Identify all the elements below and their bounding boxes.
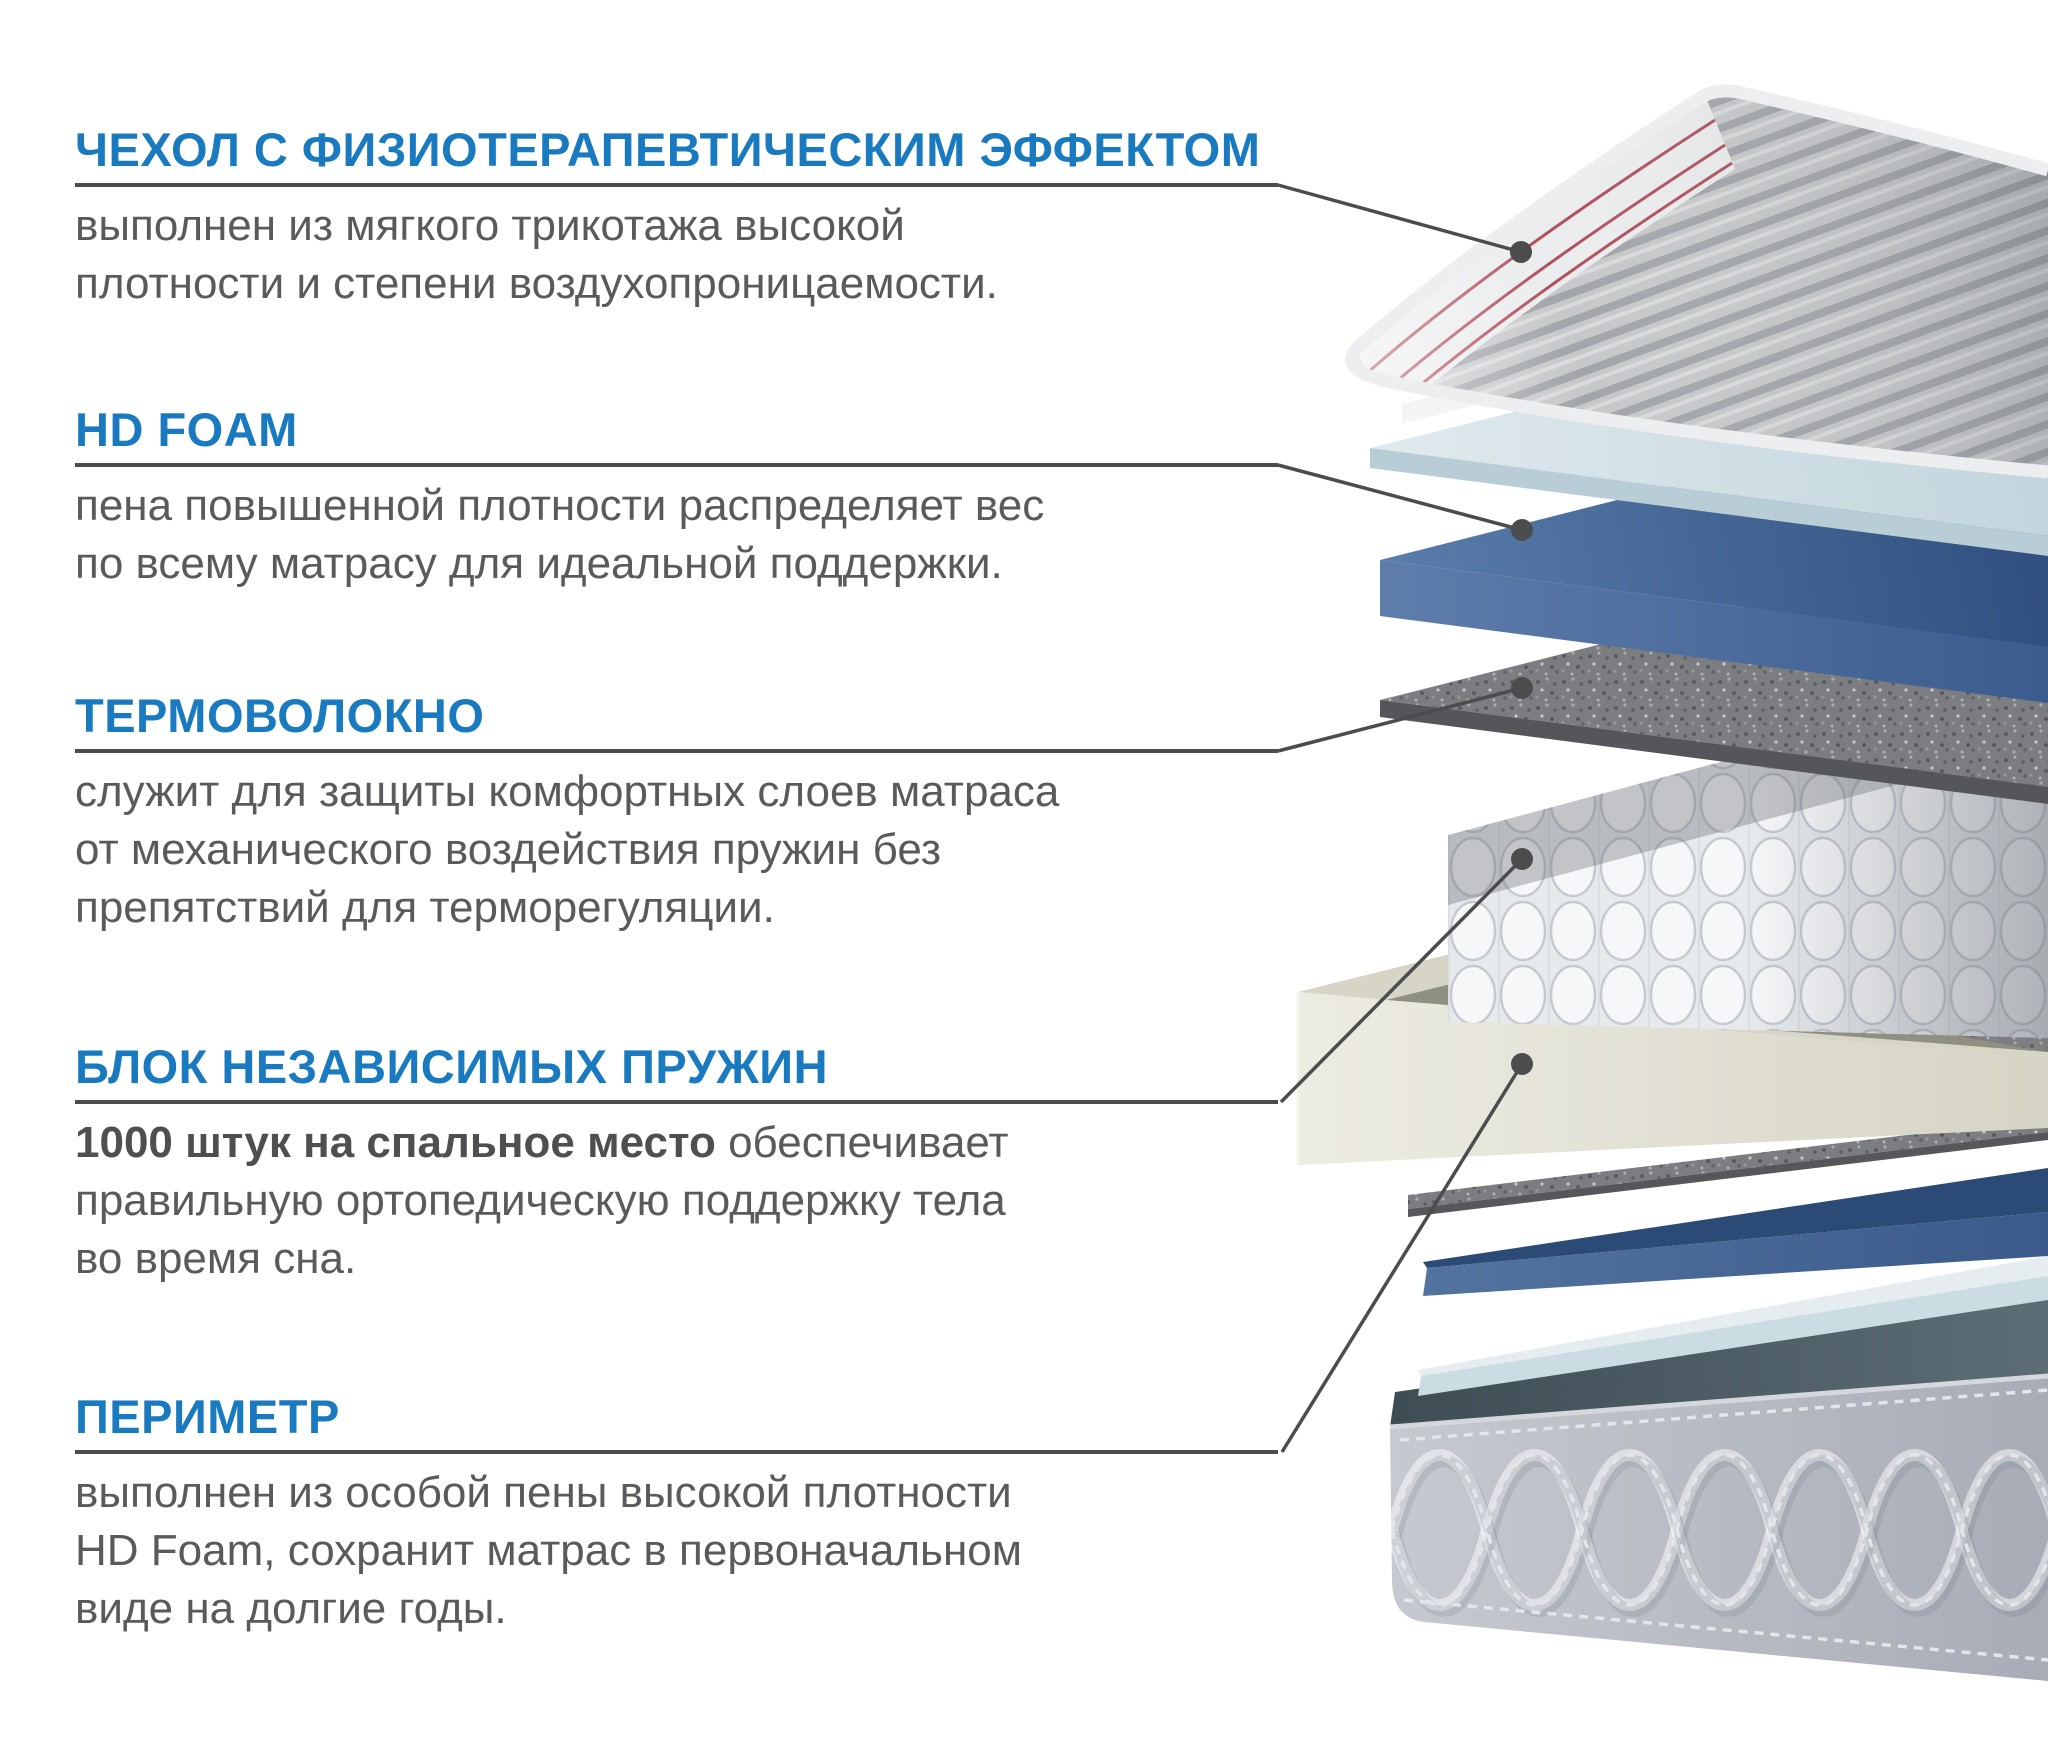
body-line: выполнен из мягкого трикотажа высокой [75,201,905,250]
marker-dot-perimeter [1511,1053,1533,1075]
section-cover-body [75,197,1278,313]
marker-dot-cover [1510,241,1532,263]
body-line: препятствий для терморегуляции. [75,883,775,932]
section-hd-foam-heading: HD FOAM [75,403,298,456]
body-line: правильную ортопедическую поддержку тела [75,1176,1006,1225]
body-line: от механического воздействия пружин без [75,825,942,874]
body-line: пена повышенной плотности распределяет вес [75,481,1045,530]
body-line: виде на долгие годы. [75,1584,507,1633]
body-line: HD Foam, сохранит матрас в первоначальном [75,1526,1022,1575]
section-thermo-fiber-heading: ТЕРМОВОЛОКНО [75,689,485,742]
section-spring-block [75,1040,1278,1288]
heading-underline [75,1450,1278,1454]
section-perimeter [75,1390,1278,1638]
body-line: 1000 штук на спальное место обеспечивает [75,1118,1009,1167]
heading-underline [75,463,1278,467]
section-perimeter-heading: ПЕРИМЕТР [75,1390,340,1443]
heading-underline [75,749,1278,753]
section-spring-block-heading: БЛОК НЕЗАВИСИМЫХ ПРУЖИН [75,1040,829,1093]
body-line: во время сна. [75,1234,357,1283]
section-hd-foam-body [75,477,1278,593]
marker-dot-thermo-fiber [1511,677,1533,699]
leader-line-cover [1278,185,1521,252]
section-hd-foam [75,403,1278,593]
section-thermo-fiber-body [75,763,1278,937]
body-line: по всему матрасу для идеальной поддержки. [75,539,1003,588]
section-perimeter-body [75,1464,1278,1638]
section-cover [75,123,1278,313]
base-cover-layer [1390,1297,2048,1681]
marker-dot-spring-block [1511,848,1533,870]
body-line: служит для защиты комфортных слоев матраса [75,767,1060,816]
body-line: выполнен из особой пены высокой плотности [75,1468,1012,1517]
section-thermo-fiber [75,689,1278,937]
section-cover-heading: ЧЕХОЛ С ФИЗИОТЕРАПЕВТИЧЕСКИМ ЭФФЕКТОМ [75,123,1261,176]
section-spring-block-body [75,1114,1278,1288]
heading-underline [75,1100,1278,1104]
spring-count-bold: 1000 штук на спальное место [75,1118,716,1167]
heading-underline [75,183,1278,187]
marker-dot-hd-foam [1511,519,1533,541]
body-line: плотности и степени воздухопроницаемости. [75,259,998,308]
